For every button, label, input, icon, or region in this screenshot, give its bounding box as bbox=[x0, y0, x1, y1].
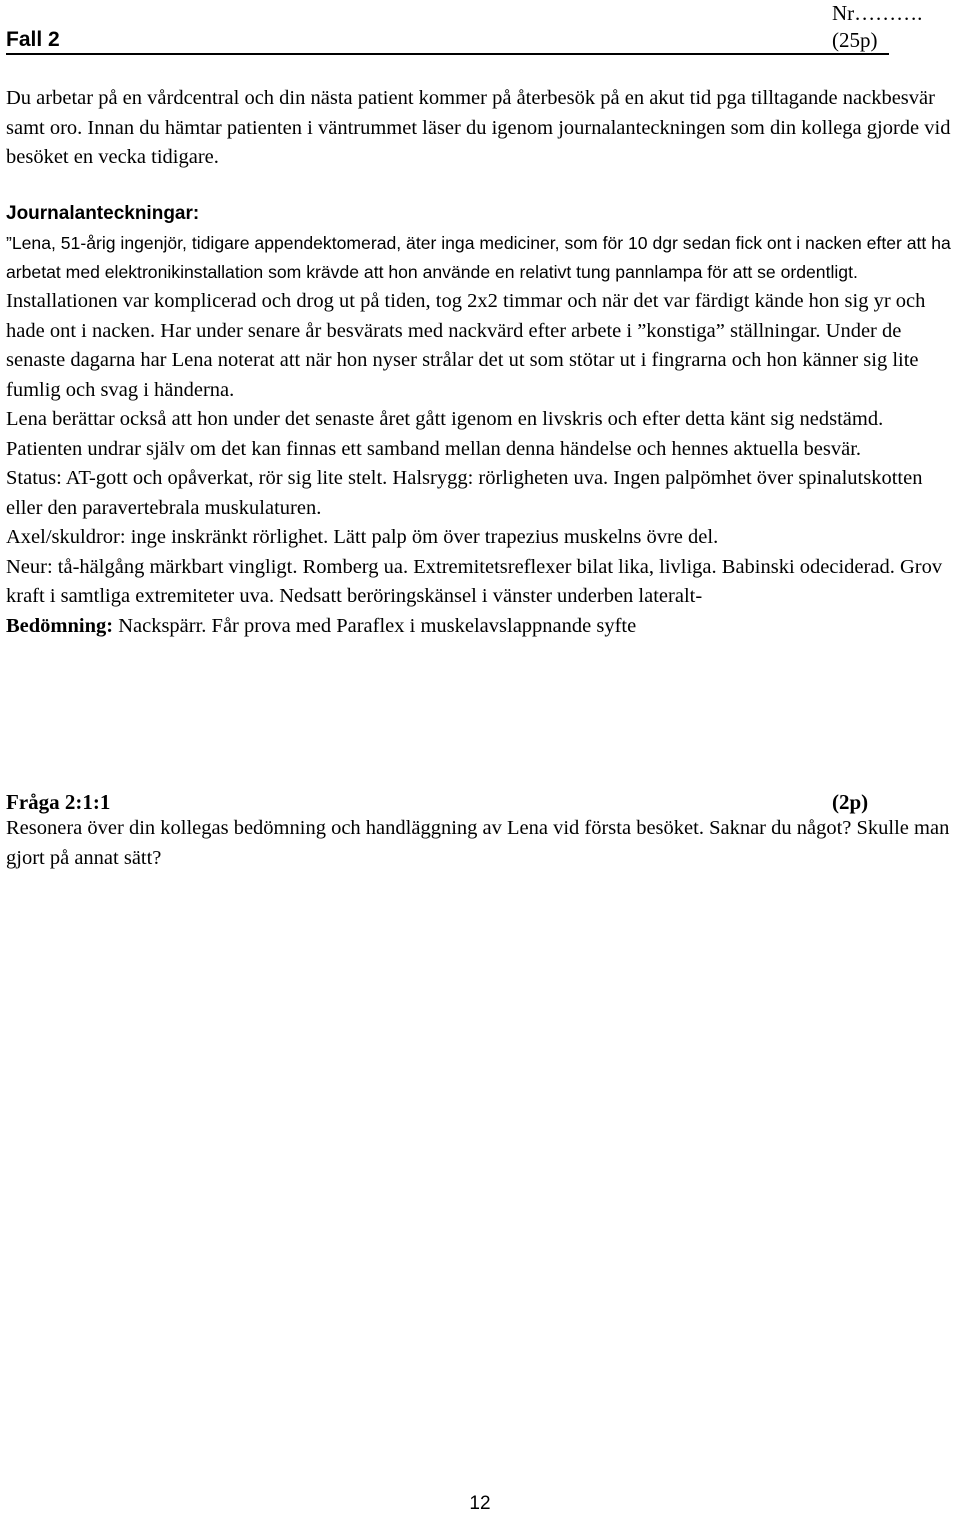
journal-paragraph: Neur: tå-hälgång märkbart vingligt. Romberg ua. Extremitetsreflexer bilat lika, livliga. Babinski odeciderad. Grov kraft i samtliga extremiteter uva. Nedsatt beröringskänsel i vänster underben lateralt- bbox=[6, 555, 943, 607]
question-points: (2p) bbox=[832, 790, 869, 814]
journal-paragraph: Lena berättar också att hon under det senaste året gått igenom en livskris och efter detta känt sig nedstämd. Patienten undrar själv om det kan finnas ett samband mellan denna händelse och hennes aktuella besvär. bbox=[6, 408, 884, 460]
assessment-text: Nackspärr. Får prova med Paraflex i muskelavslappnande syfte bbox=[113, 614, 637, 637]
question-body bbox=[6, 814, 951, 873]
journal-paragraph: Axel/skuldror: inge inskränkt rörlighet. Lätt palp öm över trapezius muskelns övre del. bbox=[6, 526, 719, 548]
assessment-line bbox=[6, 612, 951, 642]
journal-body bbox=[6, 287, 951, 641]
journal-paragraph: Installationen var komplicerad och drog ut på tiden, tog 2x2 timmar och när det var färdigt kände hon sig yr och hade ont i nacken. Har under senare år besvärats med nackvärd efter arbete i ”konstiga” ställningar. Under de senaste dagarna har Lena noterat att när hon nyser strålar det ut som stötar ut i fingrarna och hon känner sig lite fumlig och svag i händerna. bbox=[6, 290, 926, 401]
intro-text: Du arbetar på en vårdcentral och din nästa patient kommer på återbesök på en akut tid pga tilltagande nackbesvär samt oro. Innan du hämtar patienten i väntrummet läser du igenom journalanteckningen som din kollega gjorde vid besöket en vecka tidigare. bbox=[6, 87, 951, 168]
case-title: Fall 2 bbox=[6, 28, 60, 51]
question-header bbox=[6, 787, 889, 817]
intro-paragraph bbox=[6, 84, 951, 173]
journal-paragraph: Status: AT-gott och opåverkat, rör sig lite stelt. Halsrygg: rörligheten uva. Ingen palpömhet över spinalutskotten eller den paravertebrala muskulaturen. bbox=[6, 467, 923, 519]
journal-heading: Journalanteckningar: bbox=[6, 203, 200, 224]
case-header bbox=[6, 25, 889, 55]
page-number: 12 bbox=[469, 1493, 491, 1514]
question-title: Fråga 2:1:1 bbox=[6, 790, 111, 814]
question-text: Resonera över din kollegas bedömning och handläggning av Lena vid första besöket. Saknar du något? Skulle man gjort på annat sätt? bbox=[6, 817, 950, 869]
journal-opening-paragraph bbox=[6, 229, 954, 288]
candidate-number: Nr………. bbox=[832, 1, 923, 25]
case-points: (25p) bbox=[832, 28, 878, 52]
journal-opening-text: ”Lena, 51-årig ingenjör, tidigare appendektomerad, äter inga mediciner, som för 10 dgr sedan fick ont i nacken efter att ha arbetat med elektronikinstallation som krävde att hon använde en relativt tung pannlampa för att se ordentligt. bbox=[6, 233, 951, 283]
assessment-label: Bedömning: bbox=[6, 614, 114, 637]
